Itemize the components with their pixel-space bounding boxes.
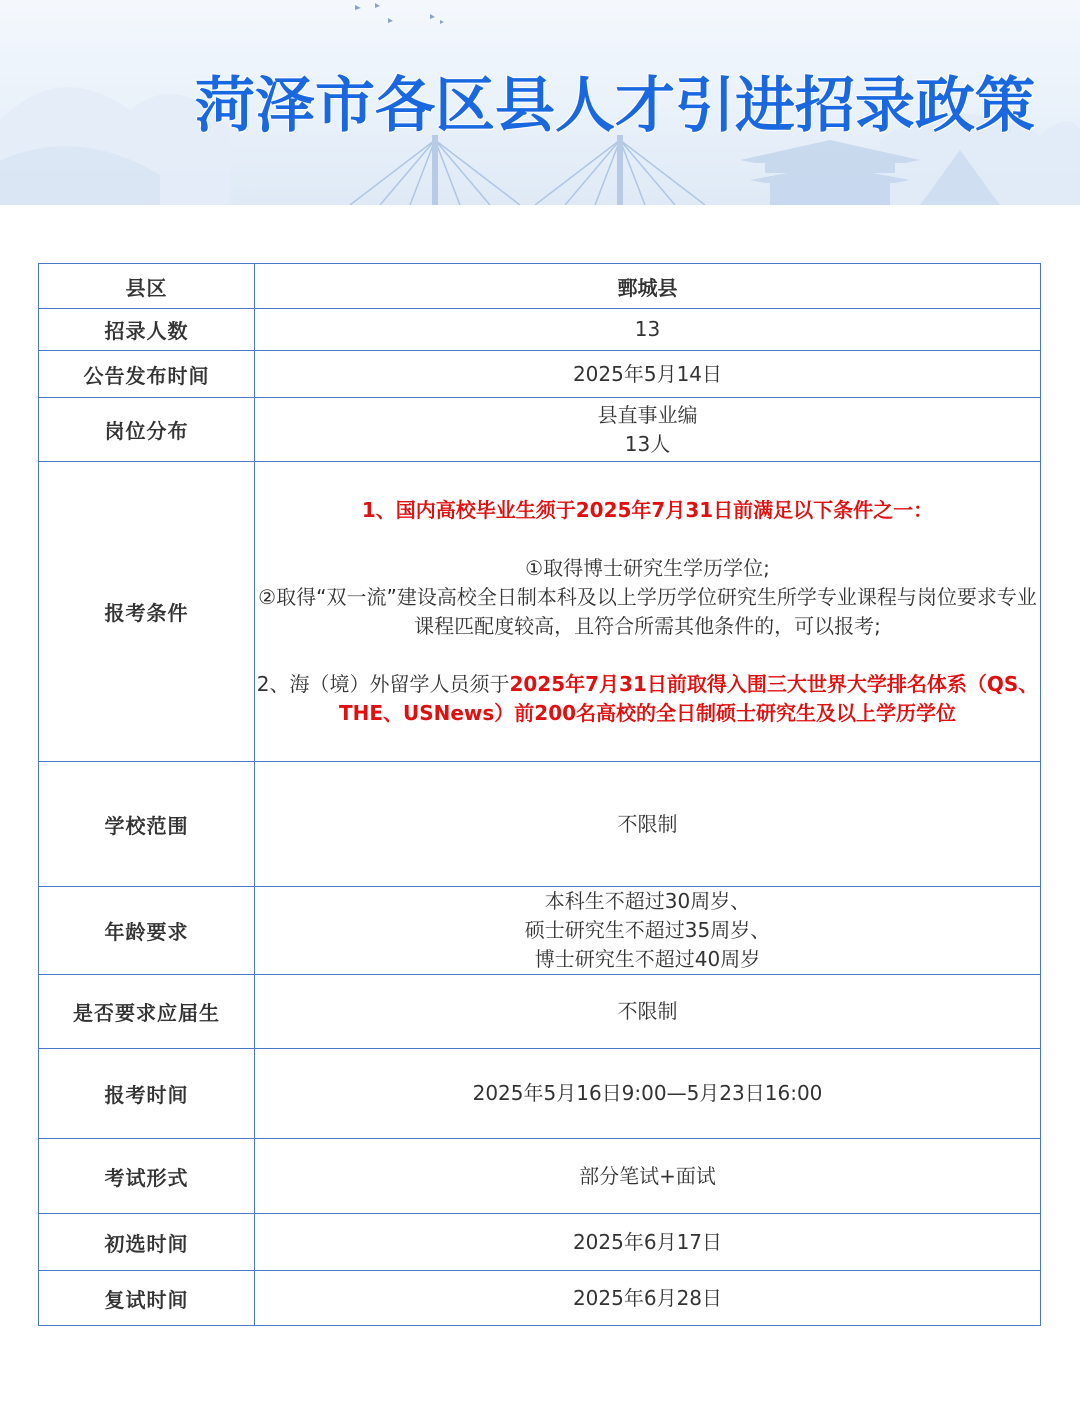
retest-time-label: 复试时间 <box>39 1271 255 1326</box>
conditions-item1-b: ②取得“双一流”建设高校全日制本科及以上学历学位研究生所学专业课程与岗位要求专业课程匹配度较高，且符合所需其他条件的，可以报考; <box>258 584 1037 638</box>
positions-value <box>255 398 1041 462</box>
header-label-county: 县区 <box>39 264 255 309</box>
exam-form-value: 部分笔试+面试 <box>255 1139 1041 1214</box>
age-line: 本科生不超过30周岁、 <box>544 889 751 913</box>
age-line: 硕士研究生不超过35周岁、 <box>524 918 771 942</box>
table-row <box>39 398 1041 462</box>
apply-time-label: 报考时间 <box>39 1049 255 1139</box>
prelim-time-value: 2025年6月17日 <box>255 1214 1041 1271</box>
table-row <box>39 462 1041 762</box>
recruit-count-label: 招录人数 <box>39 309 255 351</box>
fresh-grad-value: 不限制 <box>255 975 1041 1049</box>
table-row <box>39 309 1041 351</box>
exam-form-label: 考试形式 <box>39 1139 255 1214</box>
table-header-row <box>39 264 1041 309</box>
table-row <box>39 351 1041 398</box>
conditions-item2-prefix: 2、海（境）外留学人员须于 <box>256 671 510 696</box>
header-banner <box>0 0 1080 205</box>
retest-time-value: 2025年6月28日 <box>255 1271 1041 1326</box>
table-row <box>39 975 1041 1049</box>
table-row <box>39 1214 1041 1271</box>
table-row <box>39 887 1041 975</box>
apply-time-value: 2025年5月16日9:00—5月23日16:00 <box>255 1049 1041 1139</box>
school-scope-value: 不限制 <box>255 762 1041 887</box>
conditions-label: 报考条件 <box>39 462 255 762</box>
age-value <box>255 887 1041 975</box>
announce-date-value: 2025年5月14日 <box>255 351 1041 398</box>
conditions-item1-a: ①取得博士研究生学历学位; <box>525 555 770 580</box>
page-title: 菏泽市各区县人才引进招录政策 <box>195 71 1035 141</box>
table-row <box>39 762 1041 887</box>
table-row <box>39 1049 1041 1139</box>
header-value-county: 鄄城县 <box>255 264 1041 309</box>
conditions-value <box>255 462 1041 762</box>
school-scope-label: 学校范围 <box>39 762 255 887</box>
announce-date-label: 公告发布时间 <box>39 351 255 398</box>
conditions-item2 <box>255 670 1040 728</box>
conditions-item1-heading: 1、国内高校毕业生须于2025年7月31日前满足以下条件之一： <box>361 497 934 522</box>
table-row <box>39 1271 1041 1326</box>
conditions-item2-highlight: 2025年7月31日前取得入围三大世界大学排名体系（QS、THE、USNews）前200名高校的全日制硕士研究生及以上学历学位 <box>338 671 1039 725</box>
positions-line: 13人 <box>624 431 671 456</box>
recruit-count-value: 13 <box>255 309 1041 351</box>
age-line: 博士研究生不超过40周岁 <box>534 947 761 971</box>
fresh-grad-label: 是否要求应届生 <box>39 975 255 1049</box>
table-row <box>39 1139 1041 1214</box>
age-label: 年龄要求 <box>39 887 255 975</box>
positions-line: 县直事业编 <box>597 402 698 427</box>
prelim-time-label: 初选时间 <box>39 1214 255 1271</box>
positions-label: 岗位分布 <box>39 398 255 462</box>
policy-table <box>38 263 1041 1326</box>
